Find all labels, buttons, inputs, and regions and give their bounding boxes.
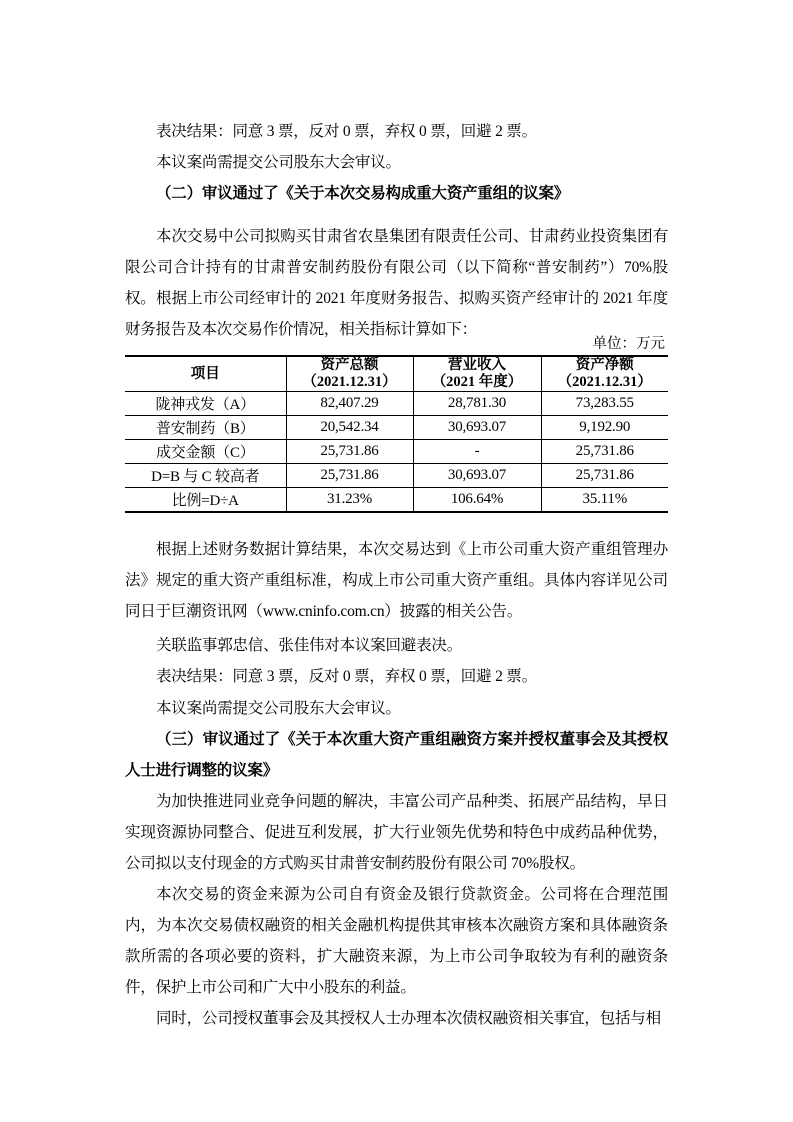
funding-source-paragraph: 本次交易的资金来源为公司自有资金及银行贷款资金。公司将在合理范围内，为本次交易债权融资的相关金融机构提供其审核本次融资方案和具体融资条款所需的各项必要的资料，扩大融资来源，为上市公司争取较为有利的融资条件，保护上市公司和广大中小股东的利益。 [125, 885, 668, 996]
table-header-revenue: 营业收入 （2021 年度） [413, 356, 541, 392]
table-cell: 30,693.07 [413, 416, 541, 440]
restructuring-conclusion-paragraph: 根据上述财务数据计算结果，本次交易达到《上市公司重大资产重组管理办法》规定的重大资产重组标准，构成上市公司重大资产重组。具体内容详见公司同日于巨潮资讯网（www.cninfo.com.cn）披露的相关公告。 [125, 540, 668, 620]
section-heading-2: （二）审议通过了《关于本次交易构成重大资产重组的议案》 [156, 184, 570, 202]
table-cell: 25,731.86 [541, 464, 668, 488]
table-row [125, 488, 668, 513]
supervisor-recusal-paragraph: 关联监事郭忠信、张佳伟对本议案回避表决。 [156, 636, 463, 654]
vote-result-paragraph-1: 表决结果：同意 3 票，反对 0 票，弃权 0 票，回避 2 票。 [156, 122, 537, 140]
table-cell: 25,731.86 [286, 440, 413, 464]
submit-to-shareholders-paragraph-2: 本议案尚需提交公司股东大会审议。 [156, 699, 401, 717]
table-cell: 106.64% [413, 488, 541, 513]
table-row [125, 464, 668, 488]
table-cell: 9,192.90 [541, 416, 668, 440]
table-row [125, 392, 668, 416]
table-cell: 成交金额（C） [125, 440, 286, 464]
purpose-paragraph: 为加快推进同业竞争问题的解决，丰富公司产品种类、拓展产品结构，早日实现资源协同整合、促进互利发展，扩大行业领先优势和特色中成药品种优势，公司拟以支付现金的方式购买甘肃普安制药股份有限公司 70%股权。 [125, 792, 668, 872]
table-cell: 陇神戎发（A） [125, 392, 286, 416]
calculation-basis-paragraph: 根据上市公司经审计的 2021 年度财务报告、拟购买资产经审计的 2021 年度财务报告及本次交易作价情况，相关指标计算如下： [125, 289, 668, 338]
table-cell: 30,693.07 [413, 464, 541, 488]
vote-result-paragraph-2: 表决结果：同意 3 票，反对 0 票，弃权 0 票，回避 2 票。 [156, 667, 537, 685]
table-cell: D=B 与 C 较高者 [125, 464, 286, 488]
table-cell: 比例=D÷A [125, 488, 286, 513]
section-heading-3: （三）审议通过了《关于本次重大资产重组融资方案并授权董事会及其授权人士进行调整的议案》 [125, 730, 668, 779]
table-cell: 28,781.30 [413, 392, 541, 416]
table-cell: 25,731.86 [541, 440, 668, 464]
table-cell: 25,731.86 [286, 464, 413, 488]
table-cell: 82,407.29 [286, 392, 413, 416]
transaction-description-paragraph: 本次交易中公司拟购买甘肃省农垦集团有限责任公司、甘肃药业投资集团有限公司合计持有的甘肃普安制药股份有限公司（以下简称“普安制药”）70%股权。 [125, 227, 668, 307]
table-cell: - [413, 440, 541, 464]
table-header-item: 项目 [125, 356, 286, 392]
table-cell: 普安制药（B） [125, 416, 286, 440]
submit-to-shareholders-paragraph-1: 本议案尚需提交公司股东大会审议。 [156, 153, 401, 171]
table-header-row [125, 356, 668, 392]
table-cell: 31.23% [286, 488, 413, 513]
authorization-paragraph: 同时，公司授权董事会及其授权人士办理本次债权融资相关事宜，包括与相 [156, 1009, 661, 1027]
table-cell: 20,542.34 [286, 416, 413, 440]
financial-indicators-table [125, 355, 668, 513]
table-row [125, 416, 668, 440]
table-cell: 35.11% [541, 488, 668, 513]
table-header-net-assets: 资产净额 （2021.12.31） [541, 356, 668, 392]
table-cell: 73,283.55 [541, 392, 668, 416]
table-unit-note: 单位：万元 [592, 336, 665, 352]
table-header-total-assets: 资产总额 （2021.12.31） [286, 356, 413, 392]
table-row [125, 440, 668, 464]
